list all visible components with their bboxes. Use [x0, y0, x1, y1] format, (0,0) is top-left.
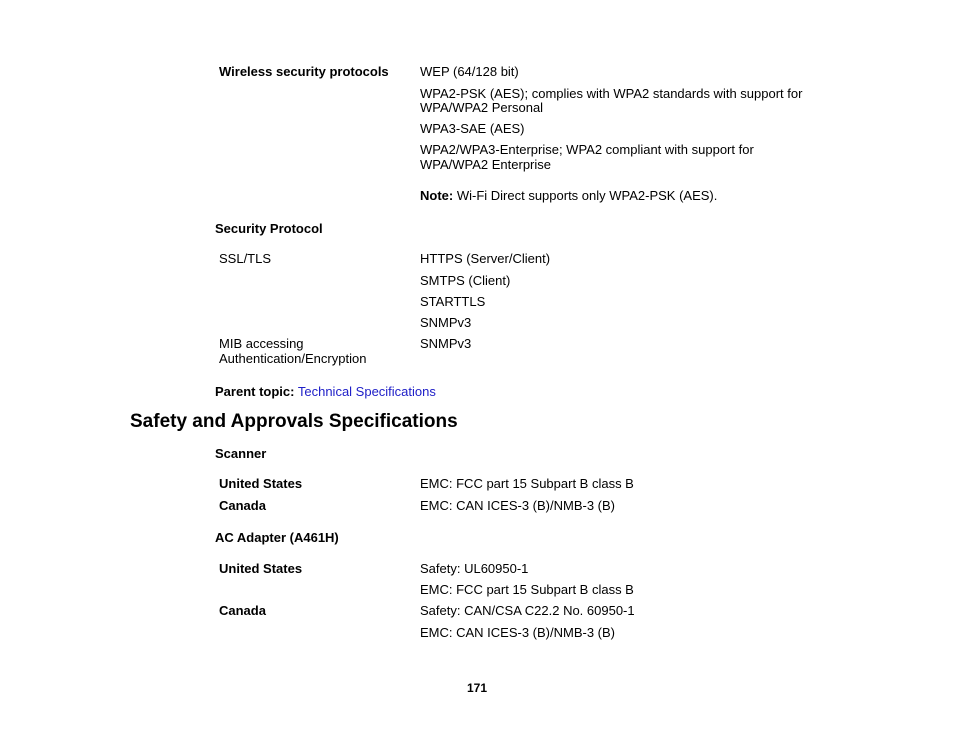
wireless-value-enterprise-line2: WPA/WPA2 Enterprise	[420, 157, 551, 172]
note-label: Note:	[420, 188, 454, 203]
adapter-us-emc: EMC: FCC part 15 Subpart B class B	[420, 582, 634, 597]
scanner-canada-value: EMC: CAN ICES-3 (B)/NMB-3 (B)	[420, 498, 616, 513]
adapter-canada-safety: Safety: CAN/CSA C22.2 No. 60950-1	[420, 603, 635, 618]
wireless-value-wpa2psk-line2: WPA/WPA2 Personal	[420, 100, 544, 115]
parent-topic-label: Parent topic:	[215, 384, 295, 399]
mib-value: SNMPv3	[420, 336, 472, 351]
security-protocol-heading: Security Protocol	[215, 221, 323, 236]
mib-label-line2: Authentication/Encryption	[219, 351, 367, 366]
adapter-canada-emc: EMC: CAN ICES-3 (B)/NMB-3 (B)	[420, 625, 616, 640]
adapter-us-safety: Safety: UL60950-1	[420, 561, 529, 576]
ssl-value-https: HTTPS (Server/Client)	[420, 251, 551, 266]
adapter-us-label: United States	[219, 561, 303, 576]
wireless-note	[420, 188, 717, 203]
wireless-value-wep: WEP (64/128 bit)	[420, 64, 519, 79]
wireless-value-wpa2psk-line1: WPA2-PSK (AES); complies with WPA2 standards with support for	[420, 86, 803, 101]
note-text: Wi-Fi Direct supports only WPA2-PSK (AES).	[453, 188, 718, 203]
page-number: 171	[467, 681, 488, 695]
scanner-heading: Scanner	[215, 446, 267, 461]
wireless-value-wpa3sae: WPA3-SAE (AES)	[420, 121, 525, 136]
adapter-canada-label: Canada	[219, 603, 266, 618]
scanner-us-label: United States	[219, 476, 303, 491]
ssl-tls-label: SSL/TLS	[219, 251, 272, 266]
ssl-value-smtps: SMTPS (Client)	[420, 273, 511, 288]
parent-topic	[215, 384, 436, 399]
scanner-canada-label: Canada	[219, 498, 266, 513]
adapter-heading: AC Adapter (A461H)	[215, 530, 339, 545]
ssl-value-snmpv3: SNMPv3	[420, 315, 472, 330]
scanner-us-value: EMC: FCC part 15 Subpart B class B	[420, 476, 634, 491]
wireless-security-label: Wireless security protocols	[219, 64, 389, 79]
section-title: Safety and Approvals Specifications	[130, 411, 458, 432]
ssl-value-starttls: STARTTLS	[420, 294, 486, 309]
technical-specifications-link[interactable]: Technical Specifications	[297, 384, 436, 399]
mib-label-line1: MIB accessing	[219, 336, 304, 351]
wireless-value-enterprise-line1: WPA2/WPA3-Enterprise; WPA2 compliant with support for	[420, 142, 754, 157]
